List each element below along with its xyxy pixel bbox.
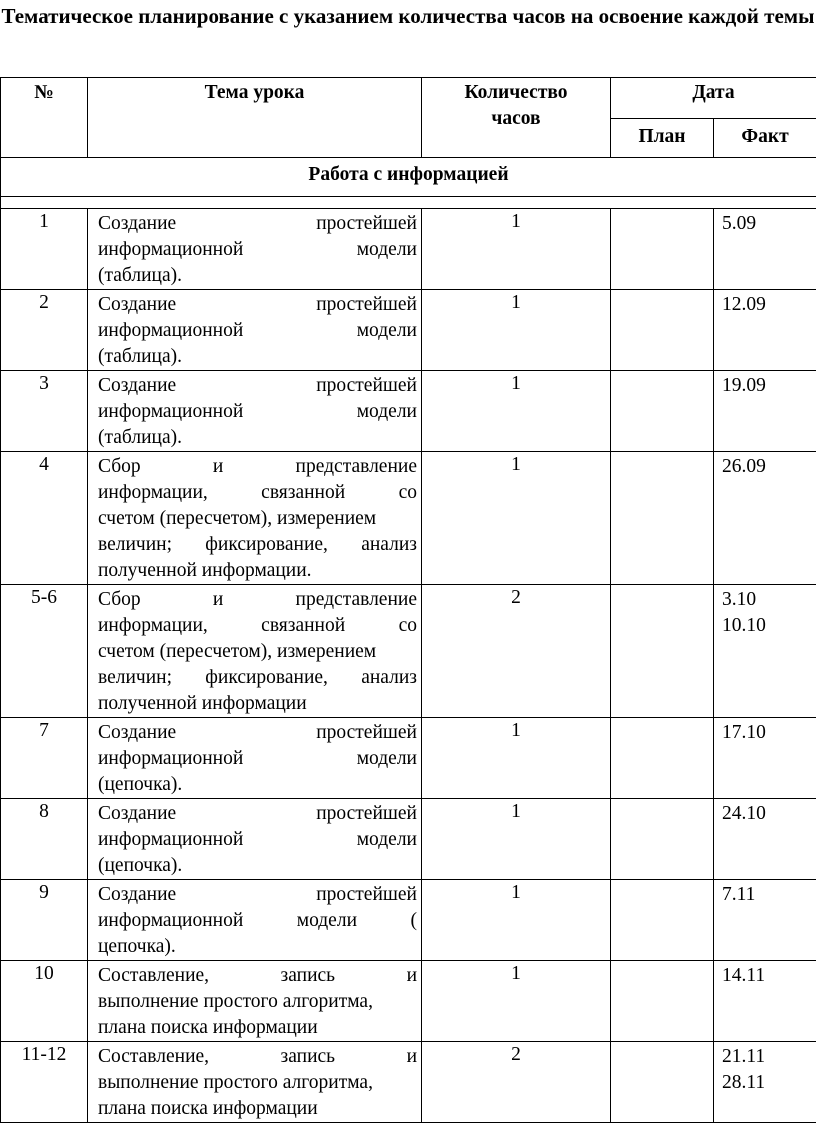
- table-row: [1, 209, 816, 290]
- theme-line: информации, связанной со: [98, 613, 417, 639]
- row-theme: [88, 585, 422, 718]
- row-fact-date: 24.10: [714, 799, 816, 880]
- row-hours: 1: [422, 718, 611, 799]
- theme-line: Создание простейшей: [98, 211, 417, 237]
- row-number: 4: [1, 452, 88, 585]
- row-fact-date: 3.10 10.10: [714, 585, 816, 718]
- header-fact: Факт: [714, 119, 816, 158]
- row-number: 7: [1, 718, 88, 799]
- theme-line: Создание простейшей: [98, 292, 417, 318]
- table-row: [1, 290, 816, 371]
- row-hours: 1: [422, 371, 611, 452]
- theme-line: Сбор и представление: [98, 454, 417, 480]
- row-fact-date: 14.11: [714, 961, 816, 1042]
- header-date: Дата: [611, 78, 816, 119]
- theme-line: Создание простейшей: [98, 720, 417, 746]
- row-theme: [88, 1042, 422, 1123]
- theme-line: информационной модели: [98, 399, 417, 425]
- row-theme: [88, 371, 422, 452]
- theme-line: информационной модели: [98, 827, 417, 853]
- theme-line: полученной информации.: [98, 558, 417, 584]
- row-hours: 1: [422, 290, 611, 371]
- theme-line: (цепочка).: [98, 772, 417, 798]
- row-hours: 1: [422, 209, 611, 290]
- theme-line: Сбор и представление: [98, 587, 417, 613]
- row-theme: [88, 961, 422, 1042]
- row-plan-date: [611, 880, 714, 961]
- row-fact-date: 26.09: [714, 452, 816, 585]
- table-row: [1, 452, 816, 585]
- theme-line: выполнение простого алгоритма,: [98, 1070, 417, 1096]
- row-fact-date: 17.10: [714, 718, 816, 799]
- row-number: 1: [1, 209, 88, 290]
- theme-line: цепочка).: [98, 934, 417, 960]
- row-number: 9: [1, 880, 88, 961]
- page-title: Тематическое планирование с указанием количества часов на освоение каждой темы: [0, 2, 816, 30]
- row-hours: 1: [422, 880, 611, 961]
- row-number: 3: [1, 371, 88, 452]
- row-theme: [88, 799, 422, 880]
- row-number: 8: [1, 799, 88, 880]
- row-number: 11-12: [1, 1042, 88, 1123]
- row-number: 10: [1, 961, 88, 1042]
- theme-line: Составление, запись и: [98, 963, 417, 989]
- header-plan: План: [611, 119, 714, 158]
- row-fact-date: 12.09: [714, 290, 816, 371]
- section-gap: [1, 197, 816, 209]
- row-plan-date: [611, 718, 714, 799]
- theme-line: Создание простейшей: [98, 882, 417, 908]
- theme-line: информационной модели: [98, 318, 417, 344]
- header-num: №: [1, 78, 88, 158]
- row-theme: [88, 718, 422, 799]
- row-plan-date: [611, 209, 714, 290]
- row-plan-date: [611, 585, 714, 718]
- table-row: [1, 799, 816, 880]
- row-number: 2: [1, 290, 88, 371]
- row-plan-date: [611, 1042, 714, 1123]
- theme-line: информационной модели: [98, 746, 417, 772]
- section-row: [1, 158, 816, 197]
- theme-line: счетом (пересчетом), измерением: [98, 506, 417, 532]
- theme-line: величин; фиксирование, анализ: [98, 665, 417, 691]
- row-fact-date: 5.09: [714, 209, 816, 290]
- row-theme: [88, 880, 422, 961]
- row-hours: 1: [422, 452, 611, 585]
- header-hours-label: Количество часов: [451, 80, 581, 132]
- row-plan-date: [611, 452, 714, 585]
- row-theme: [88, 290, 422, 371]
- row-theme: [88, 209, 422, 290]
- row-hours: 2: [422, 585, 611, 718]
- header-theme: Тема урока: [88, 78, 422, 158]
- section-title: Работа с информацией: [1, 158, 816, 197]
- table-row: [1, 880, 816, 961]
- row-plan-date: [611, 799, 714, 880]
- row-hours: 2: [422, 1042, 611, 1123]
- theme-line: информационной модели: [98, 237, 417, 263]
- header-hours: [422, 78, 611, 158]
- theme-line: информационной модели (: [98, 908, 417, 934]
- theme-line: (таблица).: [98, 425, 417, 451]
- theme-line: Создание простейшей: [98, 373, 417, 399]
- row-number: 5-6: [1, 585, 88, 718]
- row-plan-date: [611, 961, 714, 1042]
- theme-line: (таблица).: [98, 344, 417, 370]
- theme-line: плана поиска информации: [98, 1096, 417, 1122]
- theme-line: полученной информации: [98, 691, 417, 717]
- row-fact-date: 19.09: [714, 371, 816, 452]
- theme-line: величин; фиксирование, анализ: [98, 532, 417, 558]
- table-row: [1, 961, 816, 1042]
- table-row: [1, 718, 816, 799]
- theme-line: выполнение простого алгоритма,: [98, 989, 417, 1015]
- row-fact-date: 7.11: [714, 880, 816, 961]
- theme-line: информации, связанной со: [98, 480, 417, 506]
- row-hours: 1: [422, 961, 611, 1042]
- theme-line: счетом (пересчетом), измерением: [98, 639, 417, 665]
- row-hours: 1: [422, 799, 611, 880]
- table-row: [1, 371, 816, 452]
- lesson-plan-table: [0, 77, 816, 1123]
- theme-line: плана поиска информации: [98, 1015, 417, 1041]
- row-plan-date: [611, 290, 714, 371]
- theme-line: Составление, запись и: [98, 1044, 417, 1070]
- theme-line: (цепочка).: [98, 853, 417, 879]
- row-theme: [88, 452, 422, 585]
- table-row: [1, 1042, 816, 1123]
- theme-line: (таблица).: [98, 263, 417, 289]
- table-row: [1, 585, 816, 718]
- theme-line: Создание простейшей: [98, 801, 417, 827]
- row-plan-date: [611, 371, 714, 452]
- row-fact-date: 21.11 28.11: [714, 1042, 816, 1123]
